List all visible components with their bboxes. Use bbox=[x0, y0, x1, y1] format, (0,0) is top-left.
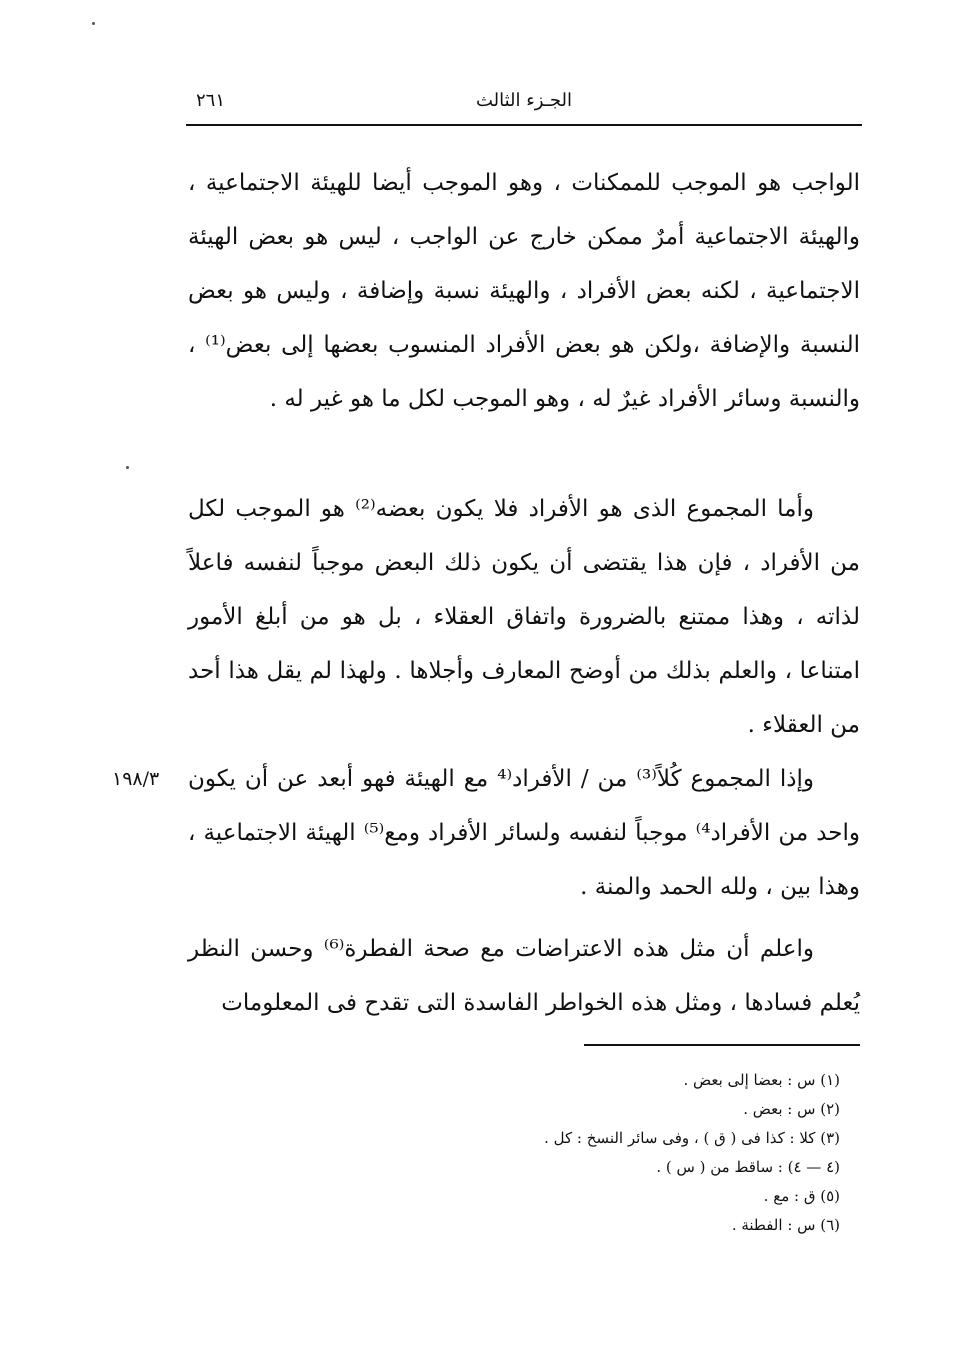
scan-speck bbox=[126, 466, 129, 469]
footnote-5: (٥) ق : مع . bbox=[763, 1187, 840, 1205]
footnote-3: (٣) كلا : كذا فى ( ق ) ، وفى سائر النسخ : كل . bbox=[544, 1129, 840, 1147]
footnote-1: (١) س : بعضا إلى بعض . bbox=[683, 1071, 840, 1089]
footnote-6: (٦) س : الفطنة . bbox=[731, 1216, 840, 1234]
margin-folio-reference: ١٩٨/٣ bbox=[112, 768, 160, 790]
footnote-4: (٤ — ٤) : ساقط من ( س ) . bbox=[656, 1158, 840, 1176]
page-number: ٢٦١ bbox=[196, 90, 226, 111]
paragraph-text: واعلم أن مثل هذه الاعتراضات مع صحة الفطرة⁽⁶⁾ وحسن النظر يُعلم فسادها ، ومثل هذه الخواطر الفاسدة التى تقدح فى المعلومات bbox=[188, 936, 860, 1016]
body-paragraph-1 bbox=[188, 156, 860, 426]
paragraph-text: وأما المجموع الذى هو الأفراد فلا يكون بعضه⁽²⁾ هو الموجب لكل من الأفراد ، فإن هذا يقتضى أن يكون ذلك البعض موجباً لنفسه فاعلاً لذاته ، وهذا ممتنع بالضرورة واتفاق العقلاء ، بل هو من أبلغ الأمور امتناعا ، والعلم بذلك من أوضح المعارف وأجلاها . ولهذا لم يقل هذا أحد من العقلاء . bbox=[188, 496, 860, 738]
paragraph-text: وإذا المجموع كُلاً⁽³⁾ من / الأفراد⁽⁴ مع الهيئة فهو أبعد عن أن يكون واحد من الأفراد⁴⁾ موجباً لنفسه ولسائر الأفراد ومع⁽⁵⁾ الهيئة الاجتماعية ، وهذا بين ، ولله الحمد والمنة . bbox=[188, 766, 860, 900]
body-paragraph-4 bbox=[188, 922, 860, 1030]
body-paragraph-2 bbox=[188, 482, 860, 752]
running-title: الجـزء الثالث bbox=[475, 90, 573, 111]
footnotes bbox=[300, 1066, 840, 1240]
scan-speck bbox=[92, 22, 95, 25]
paragraph-text: الواجب هو الموجب للممكنات ، وهو الموجب أيضا للهيئة الاجتماعية ، والهيئة الاجتماعية أمرٌ ممكن خارج عن الواجب ، ليس هو بعض الهيئة الاجتماعية ، لكنه بعض الأفراد ، والهيئة نسبة وإضافة ، وليس هو بعض النسبة والإضافة ،ولكن هو بعض الأفراد المنسوب بعضها إلى بعض⁽¹⁾ ، والنسبة وسائر الأفراد غيرٌ له ، وهو الموجب لكل ما هو غير له . bbox=[188, 170, 860, 412]
footnote-2: (٢) س : بعض . bbox=[743, 1100, 840, 1118]
footnote-separator bbox=[584, 1044, 860, 1046]
page-header bbox=[186, 84, 862, 126]
body-paragraph-3 bbox=[188, 752, 860, 914]
